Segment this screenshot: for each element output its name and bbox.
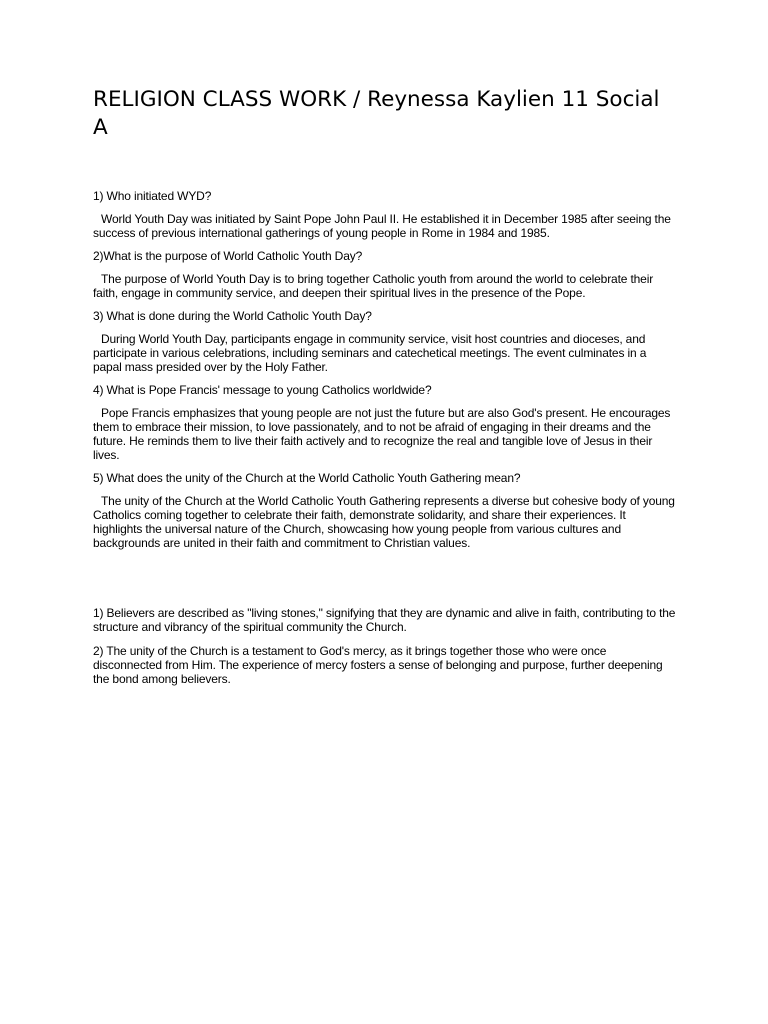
question-4: 4) What is Pope Francis' message to young Catholics worldwide?: [93, 383, 432, 397]
document-title: RELIGION CLASS WORK / Reynessa Kaylien 11 Social A: [93, 87, 660, 140]
question-5: 5) What does the unity of the Church at the World Catholic Youth Gathering mean?: [93, 471, 521, 485]
answer-5: The unity of the Church at the World Catholic Youth Gathering represents a diverse but cohesive body of young Catholics coming together to celebrate their faith, demonstrate solidarity, and share their experiences. It highlights the universal nature of the Church, showcasing how young people from various cultures and backgrounds are united in their faith and commitment to Christian values.: [93, 494, 675, 550]
note-1: 1) Believers are described as "living stones," signifying that they are dynamic and alive in faith, contributing to the structure and vibrancy of the spiritual community the Church.: [93, 606, 676, 634]
answer-2: The purpose of World Youth Day is to bring together Catholic youth from around the world to celebrate their faith, engage in community service, and deepen their spiritual lives in the presence of the Pope.: [93, 272, 654, 300]
answer-1: World Youth Day was initiated by Saint Pope John Paul II. He established it in December 1985 after seeing the success of previous international gatherings of young people in Rome in 1984 and 1985.: [93, 212, 671, 240]
question-1: 1) Who initiated WYD?: [93, 189, 212, 203]
answer-3: During World Youth Day, participants engage in community service, visit host countries and dioceses, and participate in various celebrations, including seminars and catechetical meetings. The event culminates in a papal mass presided over by the Holy Father.: [93, 332, 647, 374]
note-2: 2) The unity of the Church is a testament to God's mercy, as it brings together those who were once disconnected from Him. The experience of mercy fosters a sense of belonging and purpose, further deepening the bond among believers.: [93, 644, 663, 686]
qa-section: [93, 189, 677, 550]
question-2: 2)What is the purpose of World Catholic Youth Day?: [93, 249, 363, 263]
question-3: 3) What is done during the World Catholic Youth Day?: [93, 309, 372, 323]
answer-4: Pope Francis emphasizes that young people are not just the future but are also God's present. He encourages them to embrace their mission, to love passionately, and to not be afraid of engaging in their dreams and the future. He reminds them to live their faith actively and to recognize the real and tangible love of Jesus in their lives.: [93, 406, 671, 462]
notes-section: [93, 606, 677, 686]
document-page: [93, 86, 677, 696]
